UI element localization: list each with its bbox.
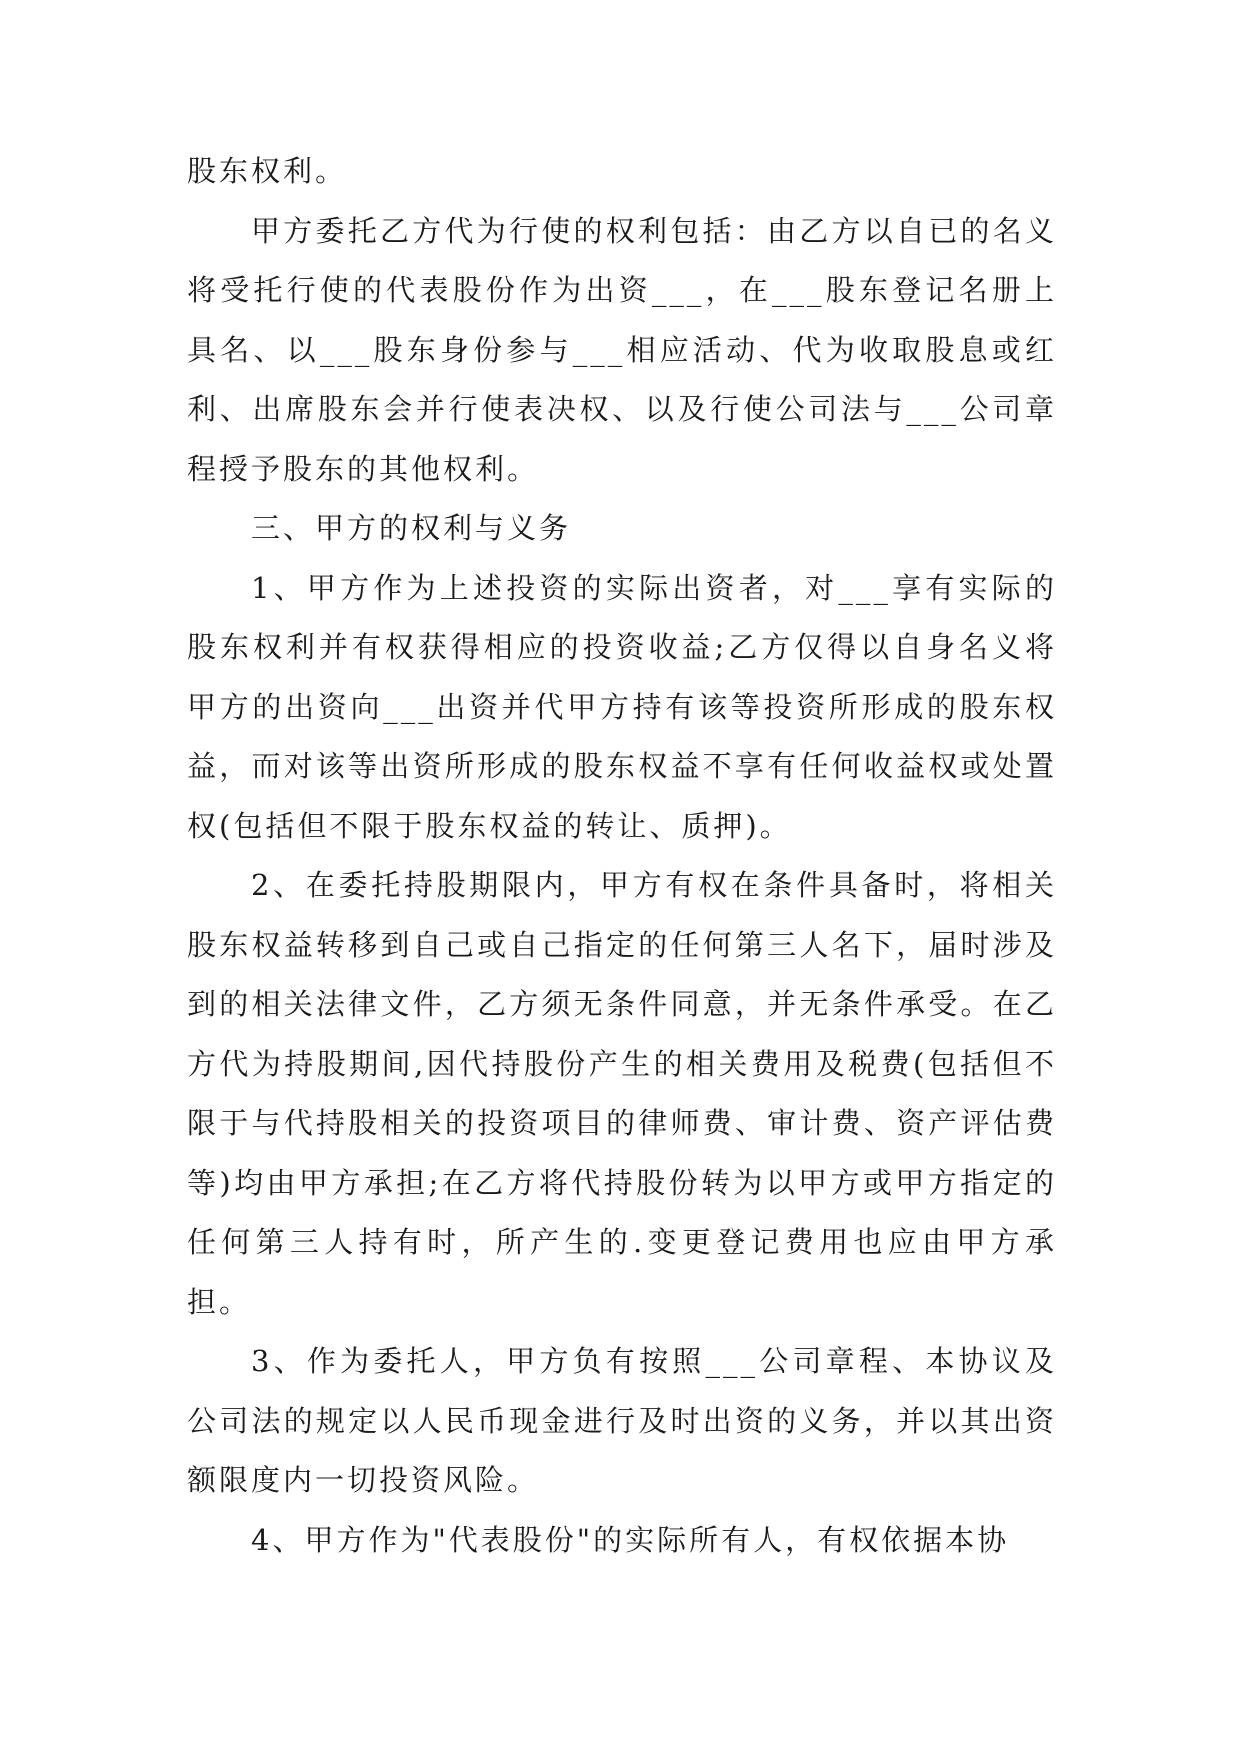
paragraph-continuation: 股东权利。 [187, 154, 348, 188]
paragraph-entrusted-rights: 甲方委托乙方代为行使的权利包括：由乙方以自已的名义将受托行使的代表股份作为出资___，在___股东登记名册上具名、以___股东身份参与___相应活动、代为收取股息或红利、出席股东会并行使表决权、以及行使公司法与___公司章程授予股东的其他权利。 [187, 213, 1057, 486]
clause-4: 4、甲方作为"代表股份"的实际所有人，有权依据本协 [251, 1522, 1010, 1557]
document-page [187, 142, 1057, 1570]
clause-2: 2、在委托持股期限内，甲方有权在条件具备时，将相关股东权益转移到自己或自己指定的任何第三人名下，届时涉及到的相关法律文件，乙方须无条件同意，并无条件承受。在乙方代为持股期间,因代持股份产生的相关费用及税费(包括但不限于与代持股相关的投资项目的律师费、审计费、资产评估费等)均由甲方承担;在乙方将代持股份转为以甲方或甲方指定的任何第三人持有时，所产生的.变更登记费用也应由甲方承担。 [187, 868, 1057, 1319]
clause-1: 1、甲方作为上述投资的实际出资者，对___享有实际的股东权利并有权获得相应的投资收益;乙方仅得以自身名义将甲方的出资向___出资并代甲方持有该等投资所形成的股东权益，而对该等出资所形成的股东权益不享有任何收益权或处置权(包括但不限于股东权益的转让、质押)。 [187, 570, 1057, 843]
section-heading: 三、甲方的权利与义务 [251, 511, 572, 545]
clause-3: 3、作为委托人，甲方负有按照___公司章程、本协议及公司法的规定以人民币现金进行及时出资的义务，并以其出资额限度内一切投资风险。 [187, 1344, 1057, 1497]
